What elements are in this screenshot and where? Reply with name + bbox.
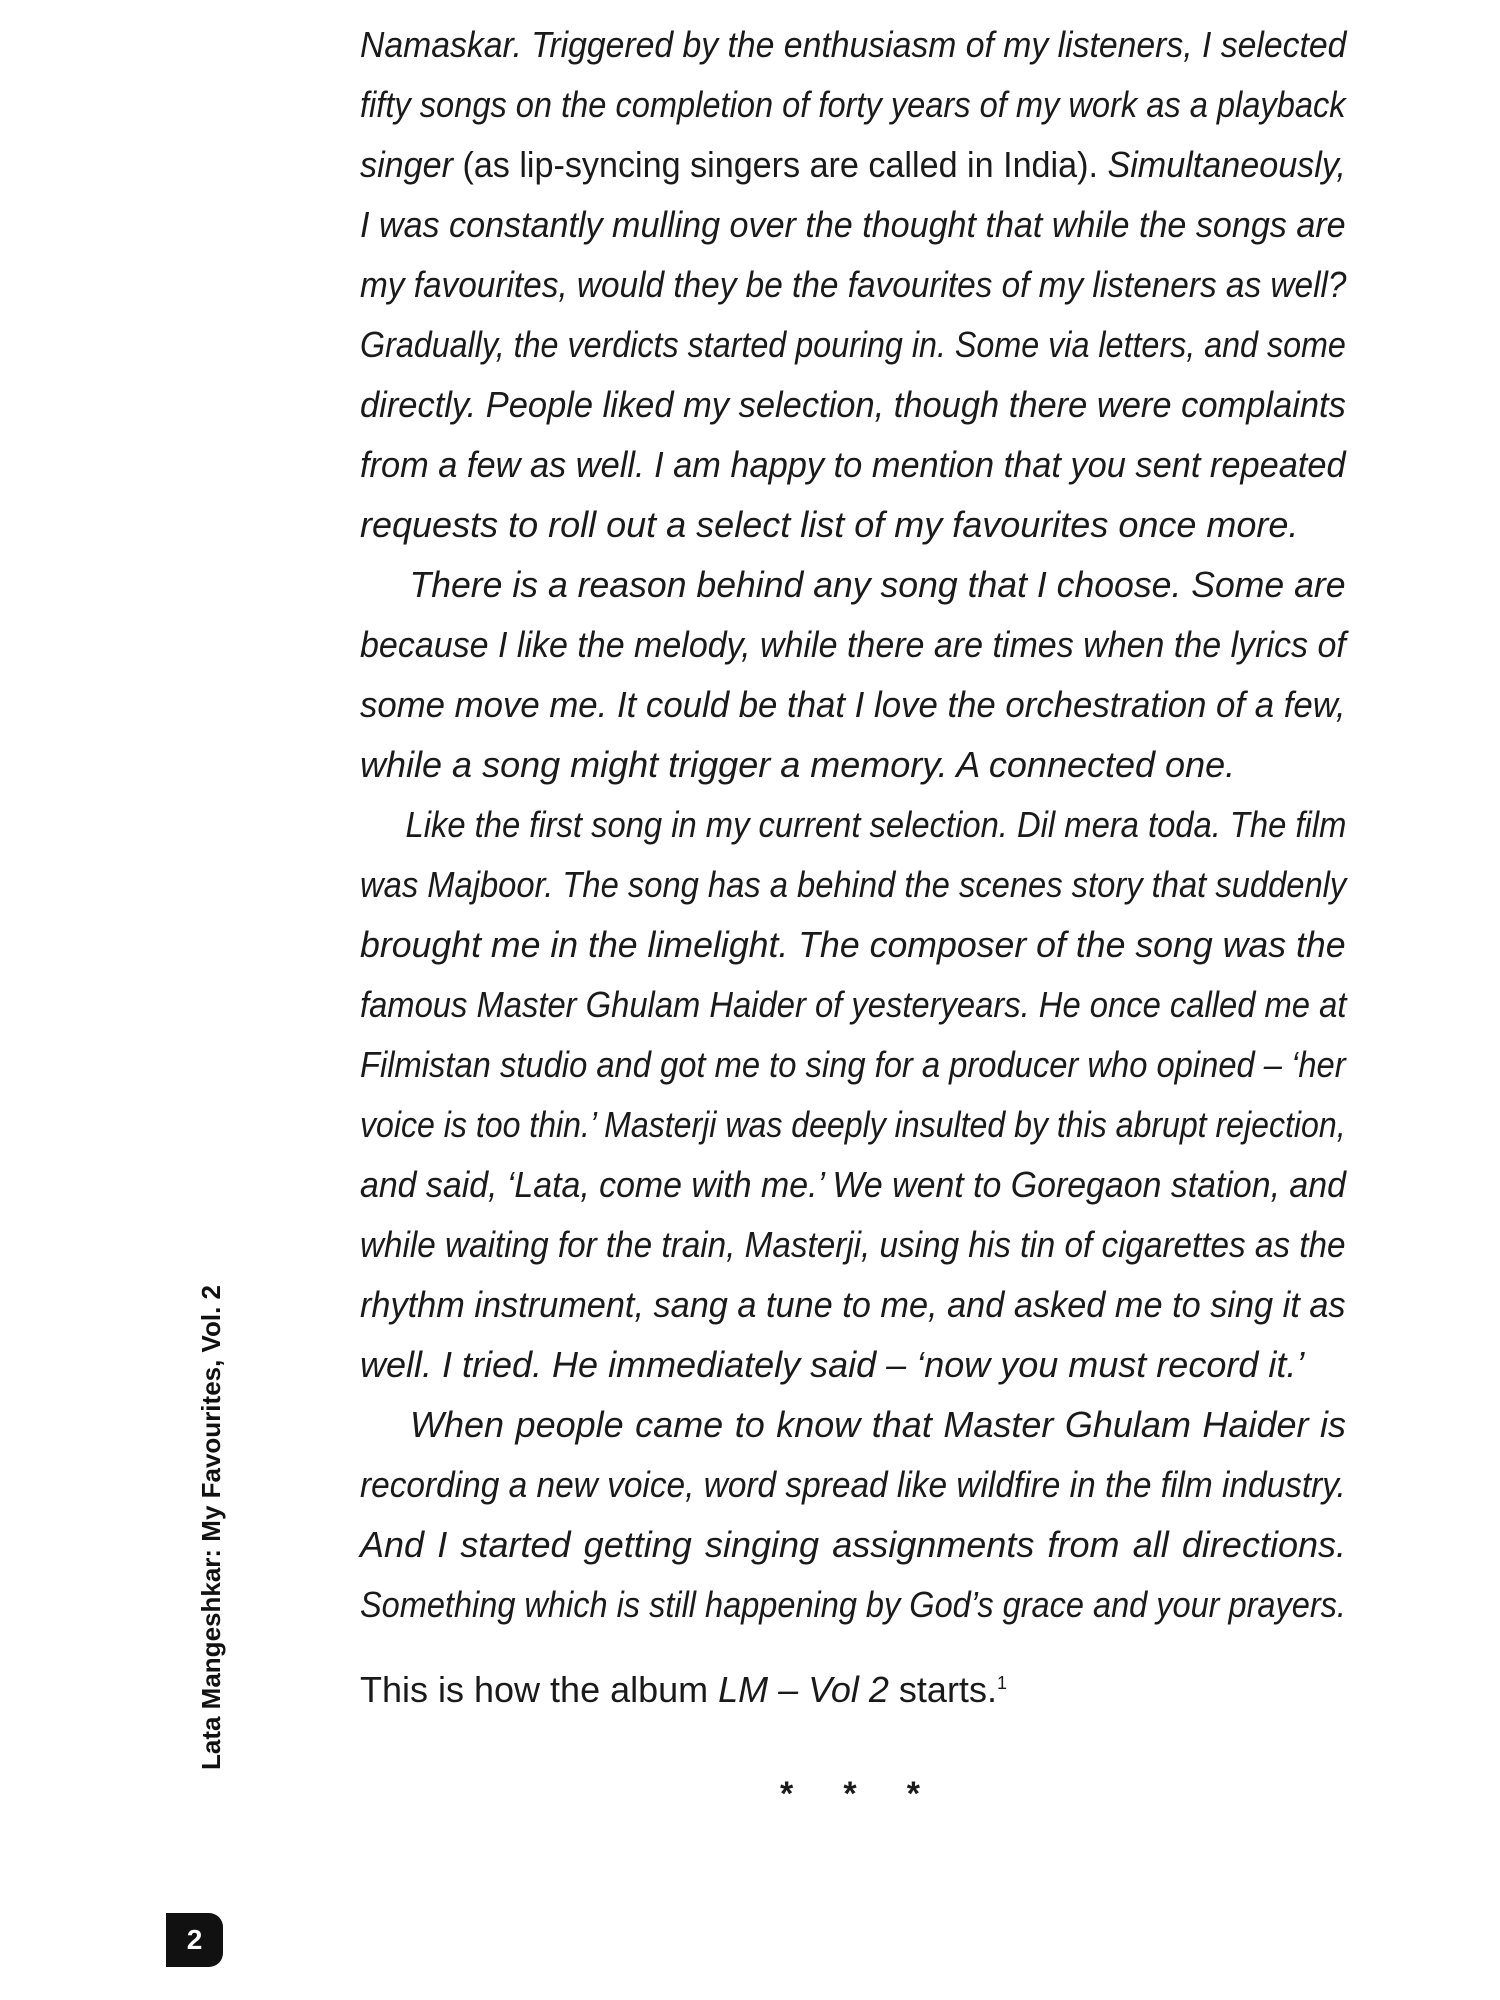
text-line <box>360 615 1346 675</box>
text-line <box>360 735 1346 795</box>
text-segment: some move me. It could be that I love the orchestration of a few, <box>360 684 1346 725</box>
closing-line <box>360 1660 1007 1720</box>
text-segment: from a few as well. I am happy to mention that you sent repeated <box>360 444 1346 485</box>
text-line <box>360 255 1347 315</box>
text-line <box>360 1335 1346 1395</box>
text-line <box>360 1515 1346 1575</box>
body-text <box>360 15 1346 1635</box>
text-segment: fifty songs on the completion of forty years of my work as a playback <box>360 84 1346 125</box>
text-segment: recording a new voice, word spread like wildfire in the film industry. <box>360 1464 1346 1505</box>
section-separator <box>780 1775 920 1814</box>
footnote-marker: 1 <box>996 1673 1007 1693</box>
text-line <box>360 1275 1346 1335</box>
text-segment: Namaskar. Triggered by the enthusiasm of my listeners, I selected <box>360 24 1347 65</box>
text-segment: And I started getting singing assignments from all directions. <box>360 1524 1346 1565</box>
text-segment: (as lip-syncing singers are called in India). <box>462 144 1108 185</box>
separator-star: * <box>780 1775 794 1813</box>
text-segment: There is a reason behind any song that I choose. Some are <box>409 564 1346 605</box>
text-line <box>360 1215 1346 1275</box>
text-segment: rhythm instrument, sang a tune to me, and asked me to sing it as <box>360 1284 1346 1325</box>
closing-text-end: starts. <box>888 1669 997 1710</box>
text-line <box>360 435 1346 495</box>
text-line <box>360 675 1346 735</box>
text-segment: voice is too thin.’ Masterji was deeply insulted by this abrupt rejection, <box>360 1104 1346 1145</box>
text-line <box>360 1095 1346 1155</box>
text-line <box>360 1455 1346 1515</box>
text-line <box>360 1035 1346 1095</box>
text-segment: Filmistan studio and got me to sing for a producer who opined – ‘her <box>360 1044 1346 1085</box>
text-line <box>360 495 1346 555</box>
text-line <box>360 1395 1346 1455</box>
text-segment: while waiting for the train, Masterji, using his tin of cigarettes as the <box>360 1224 1346 1265</box>
text-line <box>360 195 1346 255</box>
text-segment: my favourites, would they be the favourites of my listeners as well? <box>360 264 1347 305</box>
text-segment: Simultaneously, <box>1107 144 1346 185</box>
text-segment: When people came to know that Master Ghulam Haider is <box>410 1404 1346 1445</box>
text-segment: Like the first song in my current selection. Dil mera toda. The film <box>405 804 1347 845</box>
text-line <box>360 135 1346 195</box>
text-segment: directly. People liked my selection, though there were complaints <box>360 384 1346 425</box>
text-segment: Something which is still happening by God’s grace and your prayers. <box>360 1584 1346 1625</box>
text-segment: singer <box>360 144 463 185</box>
text-line <box>360 975 1347 1035</box>
text-segment: famous Master Ghulam Haider of yesteryears. He once called me at <box>360 984 1347 1025</box>
text-line <box>360 855 1347 915</box>
running-head <box>190 1262 232 1792</box>
text-line <box>360 375 1346 435</box>
text-line <box>360 555 1346 615</box>
text-segment: requests to roll out a select list of my favourites once more. <box>360 504 1299 545</box>
text-segment: Gradually, the verdicts started pouring in. Some via letters, and some <box>360 324 1346 365</box>
closing-text: This is how the album <box>360 1669 719 1710</box>
text-segment: I was constantly mulling over the thought that while the songs are <box>360 204 1346 245</box>
separator-star: * <box>906 1775 920 1813</box>
text-line <box>360 75 1346 135</box>
text-line <box>360 915 1346 975</box>
text-line <box>360 1575 1346 1635</box>
text-segment: because I like the melody, while there are times when the lyrics of <box>360 624 1346 665</box>
album-name: LM – Vol 2 <box>718 1669 889 1710</box>
text-line <box>360 795 1347 855</box>
page-number: 2 <box>166 1913 223 1967</box>
text-segment: and said, ‘Lata, come with me.’ We went to Goregaon station, and <box>360 1164 1346 1205</box>
text-segment: well. I tried. He immediately said – ‘now you must record it.’ <box>360 1344 1305 1385</box>
separator-star: * <box>843 1775 857 1813</box>
text-line <box>360 315 1346 375</box>
text-line <box>360 15 1347 75</box>
text-segment: while a song might trigger a memory. A connected one. <box>360 744 1236 785</box>
book-title: Lata Mangeshkar: My Favourites, Vol. 2 <box>195 1284 226 1770</box>
text-segment: was Majboor. The song has a behind the scenes story that suddenly <box>360 864 1347 905</box>
text-line <box>360 1155 1346 1215</box>
text-segment: brought me in the limelight. The composer of the song was the <box>360 924 1346 965</box>
